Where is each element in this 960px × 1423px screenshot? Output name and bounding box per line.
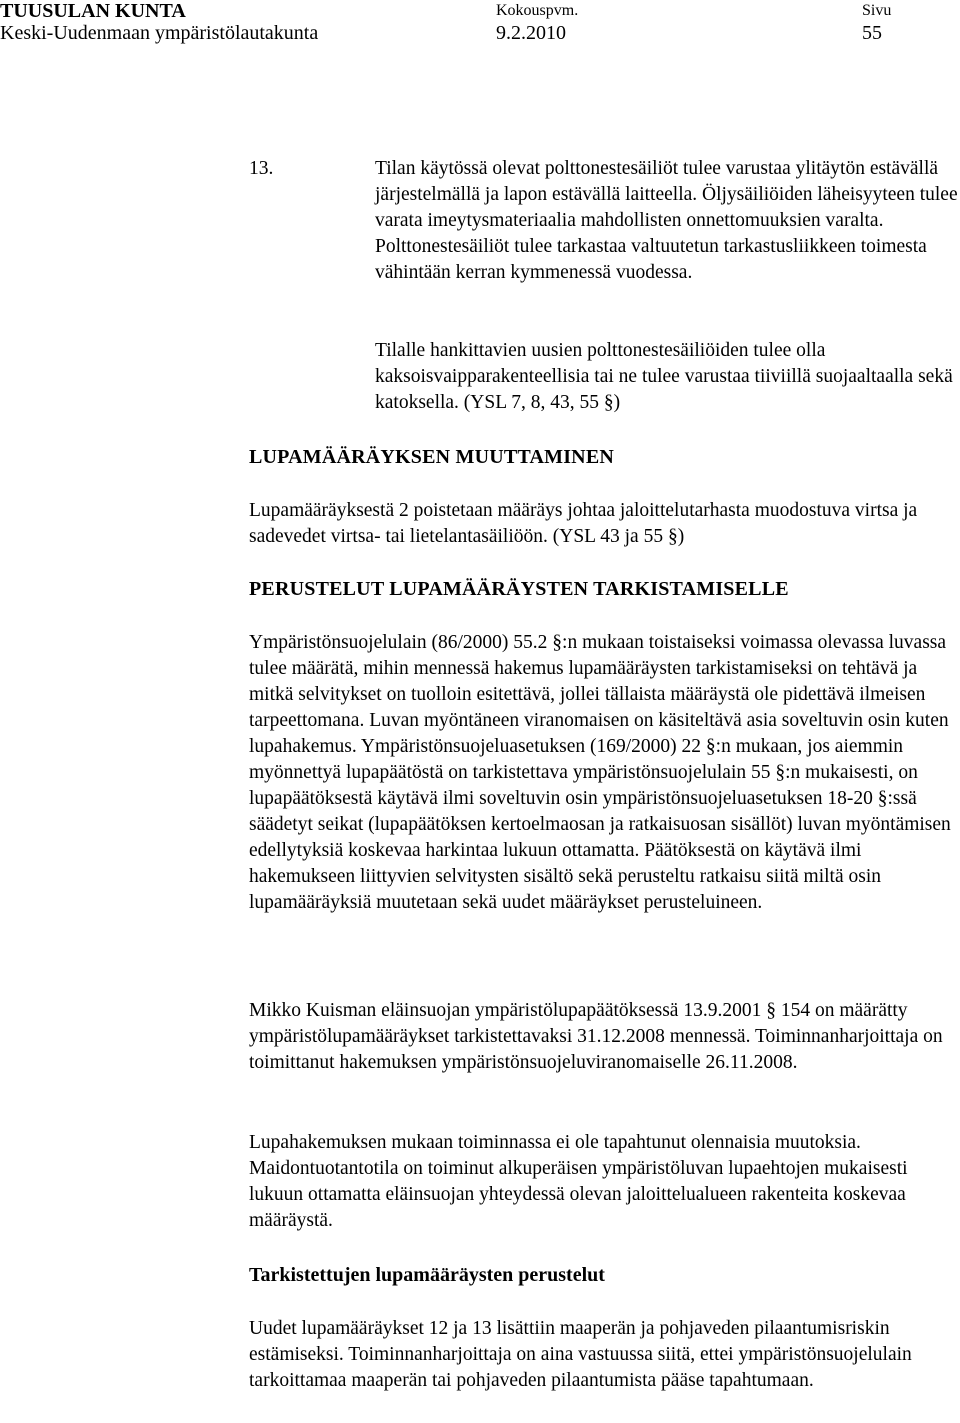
application-text: Lupahakemuksen mukaan toiminnassa ei ole tapahtunut olennaisia muutoksia. Maidontuotantotila on toiminut alkuperäisen ympäristöluvan lupaehtojen mukaisesti lukuun ottamatta eläinsuojan yhteydessä olevan jaloittelualueen rakenteita koskevaa määräystä. bbox=[249, 1132, 908, 1231]
section-heading-permit-change: LUPAMÄÄRÄYKSEN MUUTTAMINEN bbox=[249, 446, 615, 468]
regulation-item-13 bbox=[249, 156, 960, 286]
item-number: 13. bbox=[249, 158, 274, 179]
checked-regulations-text: Uudet lupamääräykset 12 ja 13 lisättiin maaperän ja pohjaveden pilaantumisriskin estämiseksi. Toiminnanharjoittaja on aina vastuussa siitä, ettei ympäristönsuojelulain tarkoittamaa maaperän tai pohjaveden pilaantumista pääse tapahtumaan. bbox=[249, 1318, 912, 1391]
meeting-date: 9.2.2010 bbox=[496, 22, 566, 44]
board-name: Keski-Uudenmaan ympäristölautakunta bbox=[0, 22, 319, 44]
grounds-text: Ympäristönsuojelulain (86/2000) 55.2 §:n mukaan toistaiseksi voimassa olevassa luvassa tulee määrätä, mihin mennessä hakemus lupamääräysten tarkistamiseksi on tehtävä ja mitkä selvitykset on tuolloin esitettävä, jollei tällaista määräystä ole pidettävä ilmeisen tarpeettomana. Luvan myöntäneen viranomaisen on käsiteltävä asia soveltuvin osin kuten lupahakemus. Ympäristönsuojeluasetuksen (169/2000) 22 §:n mukaan, jos aiemmin myönnettyä lupapäätöstä on tarkistettava ympäristönsuojelulain 55 §:n mukaisesti, on lupapäätöksestä käytävä ilmi soveltuvin osin ympäristönsuojeluasetuksen 18-20 §:ssä säädetyt seikat (lupapäätöksen kertoelmaosan ja ratkaisuosan sisällöt) luvan myöntämisen edellytyksiä koskevaa harkintaa lukuun ottamatta. Päätöksestä on käytävä ilmi hakemukseen liittyvien selvitysten sisältö sekä perusteltu ratkaisu siitä miltä osin lupamääräyksiä muutetaan sekä uudet määräykset perusteluineen. bbox=[249, 632, 951, 913]
permit-change-text: Lupamääräyksestä 2 poistetaan määräys johtaa jaloittelutarhasta muodostuva virtsa ja sadevedet virtsa- tai lietelantasäiliöön. (YSL 43 ja 55 §) bbox=[249, 500, 918, 547]
section-heading-grounds: PERUSTELUT LUPAMÄÄRÄYSTEN TARKISTAMISELLE bbox=[249, 578, 789, 600]
organization-name: TUUSULAN KUNTA bbox=[0, 0, 186, 22]
meeting-date-label: Kokouspvm. bbox=[496, 2, 579, 19]
section-heading-checked-regulations: Tarkistettujen lupamääräysten perustelut bbox=[249, 1264, 605, 1286]
decision-text: Mikko Kuisman eläinsuojan ympäristölupapäätöksessä 13.9.2001 § 154 on määrätty ympäristölupamääräykset tarkistettavaksi 31.12.2008 mennessä. Toiminnanharjoittaja on toimittanut hakemuksen ympäristönsuojeluviranomaiselle 26.11.2008. bbox=[249, 1000, 943, 1073]
item-text: Tilan käytössä olevat polttonestesäiliöt tulee varustaa ylitäytön estävällä järjestelmällä ja lapon estävällä laitteella. Öljysäiliöiden läheisyyteen tulee varata imeytysmateriaalia mahdollisten onnettomuuksien varalta. Polttonestesäiliöt tulee tarkastaa valtuutetun tarkastusliikkeen toimesta vähintään kerran kymmenessä vuodessa. bbox=[375, 158, 958, 283]
page-number: 55 bbox=[862, 22, 882, 44]
page-label: Sivu bbox=[862, 2, 892, 19]
item-13-note: Tilalle hankittavien uusien polttonestesäiliöiden tulee olla kaksoisvaipparakenteellisia tai ne tulee varustaa tiiviillä suojaaltaalla sekä katoksella. (YSL 7, 8, 43, 55 §) bbox=[375, 340, 953, 413]
